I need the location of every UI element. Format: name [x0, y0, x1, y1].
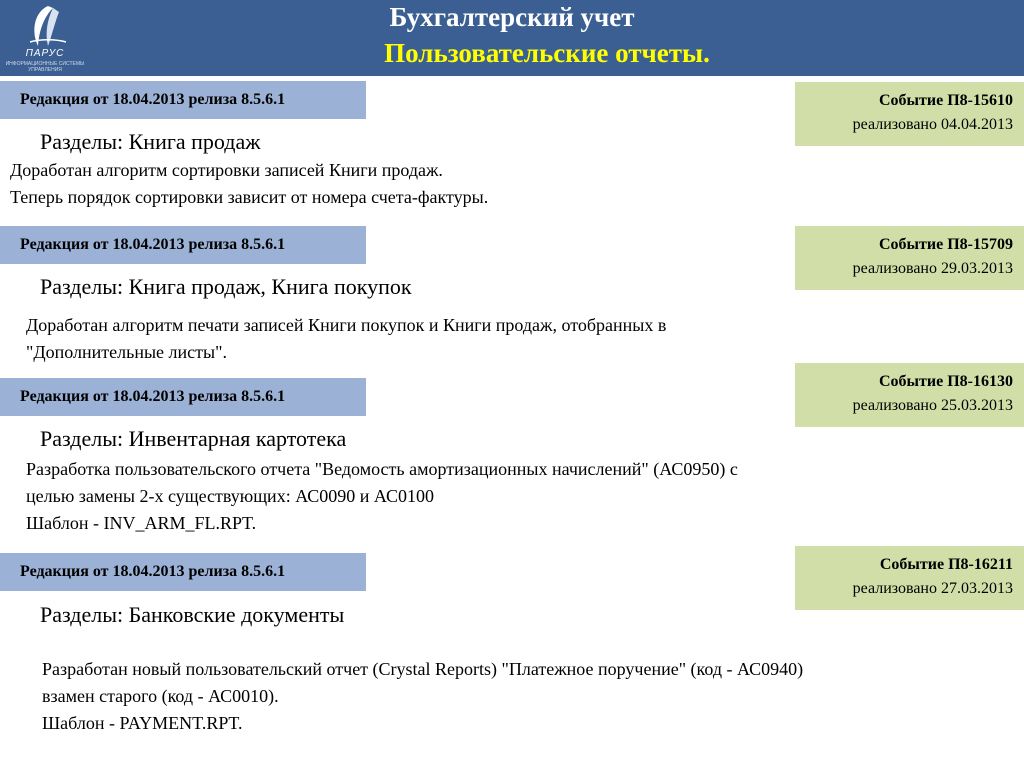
- description-line: Теперь порядок сортировки зависит от номера счета-фактуры.: [10, 187, 489, 207]
- page-subtitle: Пользовательские отчеты.: [384, 38, 710, 68]
- description-line: целью замены 2-х существующих: АС0090 и АС0100: [26, 486, 435, 506]
- event-date: реализовано 27.03.2013: [852, 580, 1013, 597]
- event-box: [795, 226, 1024, 290]
- event-date: реализовано 04.04.2013: [852, 116, 1013, 133]
- description-line: Разработка пользовательского отчета "Ведомость амортизационных начислений" (АС0950) с: [26, 459, 738, 479]
- description-line: Разработан новый пользовательский отчет (Crystal Reports) "Платежное поручение" (код - АС0940): [42, 659, 804, 679]
- logo-tagline: ИНФОРМАЦИОННЫЕ СИСТЕМЫ УПРАВЛЕНИЯ: [5, 61, 85, 73]
- event-title: Событие П8-15709: [879, 236, 1013, 253]
- section-heading: Разделы: Книга продаж: [40, 129, 261, 154]
- redaction-label: Редакция от 18.04.2013 релиза 8.5.6.1: [0, 553, 366, 591]
- event-title: Событие П8-15610: [879, 92, 1013, 109]
- event-title: Событие П8-16211: [879, 556, 1013, 573]
- event-date: реализовано 25.03.2013: [852, 397, 1013, 414]
- event-title: Событие П8-16130: [879, 373, 1013, 390]
- logo-name: ПАРУС: [25, 48, 65, 59]
- event-date: реализовано 29.03.2013: [852, 260, 1013, 277]
- entry-description: [42, 656, 803, 737]
- header-bar: [0, 0, 1024, 76]
- event-box: [795, 82, 1024, 146]
- description-line: взамен старого (код - АС0010).: [42, 686, 279, 706]
- entry-description: [26, 312, 666, 366]
- description-line: Доработан алгоритм сортировки записей Книги продаж.: [10, 160, 443, 180]
- description-line: "Дополнительные листы".: [26, 342, 227, 362]
- page-title: Бухгалтерский учет: [389, 2, 635, 32]
- redaction-label: Редакция от 18.04.2013 релиза 8.5.6.1: [0, 81, 366, 119]
- event-box: [795, 363, 1024, 427]
- entry-description: [26, 456, 738, 537]
- description-line: Шаблон - INV_ARM_FL.RPT.: [26, 513, 257, 533]
- section-heading: Разделы: Инвентарная картотека: [40, 426, 347, 451]
- section-heading: Разделы: Банковские документы: [40, 602, 345, 627]
- section-heading: Разделы: Книга продаж, Книга покупок: [40, 274, 412, 299]
- redaction-label: Редакция от 18.04.2013 релиза 8.5.6.1: [0, 378, 366, 416]
- event-box: [795, 546, 1024, 610]
- redaction-label: Редакция от 18.04.2013 релиза 8.5.6.1: [0, 226, 366, 264]
- description-line: Доработан алгоритм печати записей Книги покупок и Книги продаж, отобранных в: [26, 315, 667, 335]
- entry-description: [10, 157, 488, 211]
- description-line: Шаблон - PAYMENT.RPT.: [42, 713, 243, 733]
